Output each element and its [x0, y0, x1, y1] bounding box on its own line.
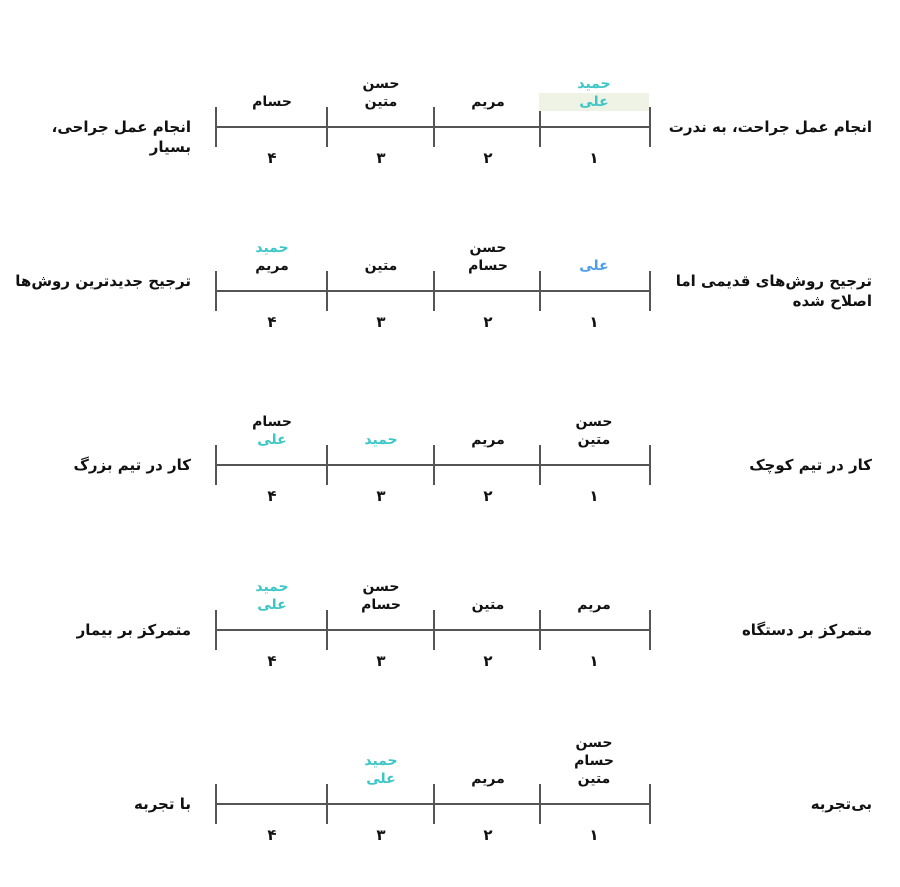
rating-scale — [216, 271, 650, 331]
person-name: حمید — [364, 753, 398, 769]
scale-tick — [433, 107, 435, 147]
person-name: حسام — [361, 597, 401, 613]
scale-position-names — [539, 596, 649, 614]
scale-position-names — [326, 431, 436, 449]
row-right-label: بی‌تجربه — [810, 795, 872, 813]
scale-position-names — [217, 413, 327, 449]
scale-number-label: ۴ — [267, 652, 277, 670]
scale-position-names — [433, 239, 543, 275]
scale-tick — [649, 445, 651, 485]
scale-number-label: ۲ — [483, 652, 493, 670]
row-right-label: انجام عمل جراحت، به ندرت — [668, 118, 872, 136]
person-name: حسام — [468, 258, 508, 274]
scale-tick — [326, 107, 328, 147]
person-name: مریم — [471, 771, 505, 787]
scale-position-names — [217, 578, 327, 614]
scale-tick — [326, 445, 328, 485]
person-name: علی — [366, 771, 396, 787]
rating-scale — [216, 107, 650, 167]
person-name: متین — [364, 258, 398, 274]
scale-tick — [215, 107, 217, 147]
scale-number-label: ۱ — [589, 487, 599, 505]
person-name: حسن — [575, 735, 613, 751]
person-name: حمید — [255, 579, 289, 595]
person-name: حسن — [362, 76, 400, 92]
scale-position-names — [326, 752, 436, 788]
scale-tick — [215, 610, 217, 650]
scale-tick — [539, 445, 541, 485]
scale-number-label: ۳ — [376, 149, 386, 167]
scale-position-names — [326, 578, 436, 614]
scale-position-names — [217, 239, 327, 275]
scale-position-names — [433, 93, 543, 111]
person-name: حسن — [362, 579, 400, 595]
scale-tick — [326, 610, 328, 650]
scale-number-label: ۳ — [376, 826, 386, 844]
row-left-label: با تجربه — [134, 795, 191, 813]
row-right-label: ترجیح روش‌های قدیمی اما اصلاح شده — [675, 272, 872, 310]
scale-number-label: ۱ — [589, 652, 599, 670]
person-name: علی — [257, 597, 287, 613]
person-name: علی — [579, 258, 609, 274]
person-name: متین — [364, 94, 398, 110]
scale-tick — [215, 784, 217, 824]
rating-scale — [216, 610, 650, 670]
scale-number-label: ۲ — [483, 487, 493, 505]
scale-number-label: ۲ — [483, 826, 493, 844]
scale-number-label: ۳ — [376, 652, 386, 670]
scale-number-label: ۳ — [376, 487, 386, 505]
row-left-label: متمرکز بر بیمار — [76, 621, 191, 639]
person-name: حسن — [469, 240, 507, 256]
rating-scale — [216, 784, 650, 844]
row-right-label: کار در تیم کوچک — [749, 456, 872, 474]
scale-position-names — [433, 431, 543, 449]
scale-position-names — [539, 75, 649, 111]
scale-tick — [539, 107, 541, 147]
scale-position-names — [539, 734, 649, 788]
scale-number-label: ۴ — [267, 487, 277, 505]
person-name: حمید — [577, 76, 611, 92]
scale-tick — [539, 271, 541, 311]
person-name: حسام — [252, 94, 292, 110]
scale-number-label: ۴ — [267, 313, 277, 331]
person-name: مریم — [471, 432, 505, 448]
scale-tick — [433, 610, 435, 650]
scale-tick — [649, 610, 651, 650]
scale-tick — [649, 784, 651, 824]
scale-position-names — [433, 770, 543, 788]
row-left-label: انجام عمل جراحی، بسیار — [51, 118, 191, 156]
scale-tick — [433, 271, 435, 311]
person-name: حسام — [574, 753, 614, 769]
scale-position-names — [326, 75, 436, 111]
scale-position-names — [433, 596, 543, 614]
row-left-label: کار در تیم بزرگ — [73, 456, 191, 474]
scale-position-names — [217, 93, 327, 111]
person-name: مریم — [577, 597, 611, 613]
scale-number-label: ۴ — [267, 826, 277, 844]
scale-tick — [433, 445, 435, 485]
person-name: حمید — [255, 240, 289, 256]
scale-position-names — [539, 257, 649, 275]
person-name: متین — [577, 771, 611, 787]
row-right-label: متمرکز بر دستگاه — [741, 621, 872, 639]
scale-tick — [433, 784, 435, 824]
scale-number-label: ۱ — [589, 313, 599, 331]
scale-tick — [326, 784, 328, 824]
person-name: علی — [257, 432, 287, 448]
scale-tick — [215, 445, 217, 485]
scale-tick — [649, 271, 651, 311]
scale-tick — [649, 107, 651, 147]
person-name: علی — [539, 93, 649, 111]
scale-number-label: ۱ — [589, 826, 599, 844]
person-name: مریم — [255, 258, 289, 274]
scale-tick — [326, 271, 328, 311]
scale-position-names — [539, 413, 649, 449]
person-name: متین — [577, 432, 611, 448]
person-name: حمید — [364, 432, 398, 448]
scale-number-label: ۳ — [376, 313, 386, 331]
scale-tick — [539, 610, 541, 650]
person-name: مریم — [471, 94, 505, 110]
scale-number-label: ۴ — [267, 149, 277, 167]
scale-tick — [539, 784, 541, 824]
row-left-label: ترجیح جدیدترین روش‌ها — [15, 272, 191, 290]
person-name: متین — [471, 597, 505, 613]
scale-tick — [215, 271, 217, 311]
rating-scale — [216, 445, 650, 505]
scale-number-label: ۲ — [483, 149, 493, 167]
scale-position-names — [326, 257, 436, 275]
person-name: حسام — [252, 414, 292, 430]
scale-number-label: ۲ — [483, 313, 493, 331]
scale-number-label: ۱ — [589, 149, 599, 167]
person-name: حسن — [575, 414, 613, 430]
